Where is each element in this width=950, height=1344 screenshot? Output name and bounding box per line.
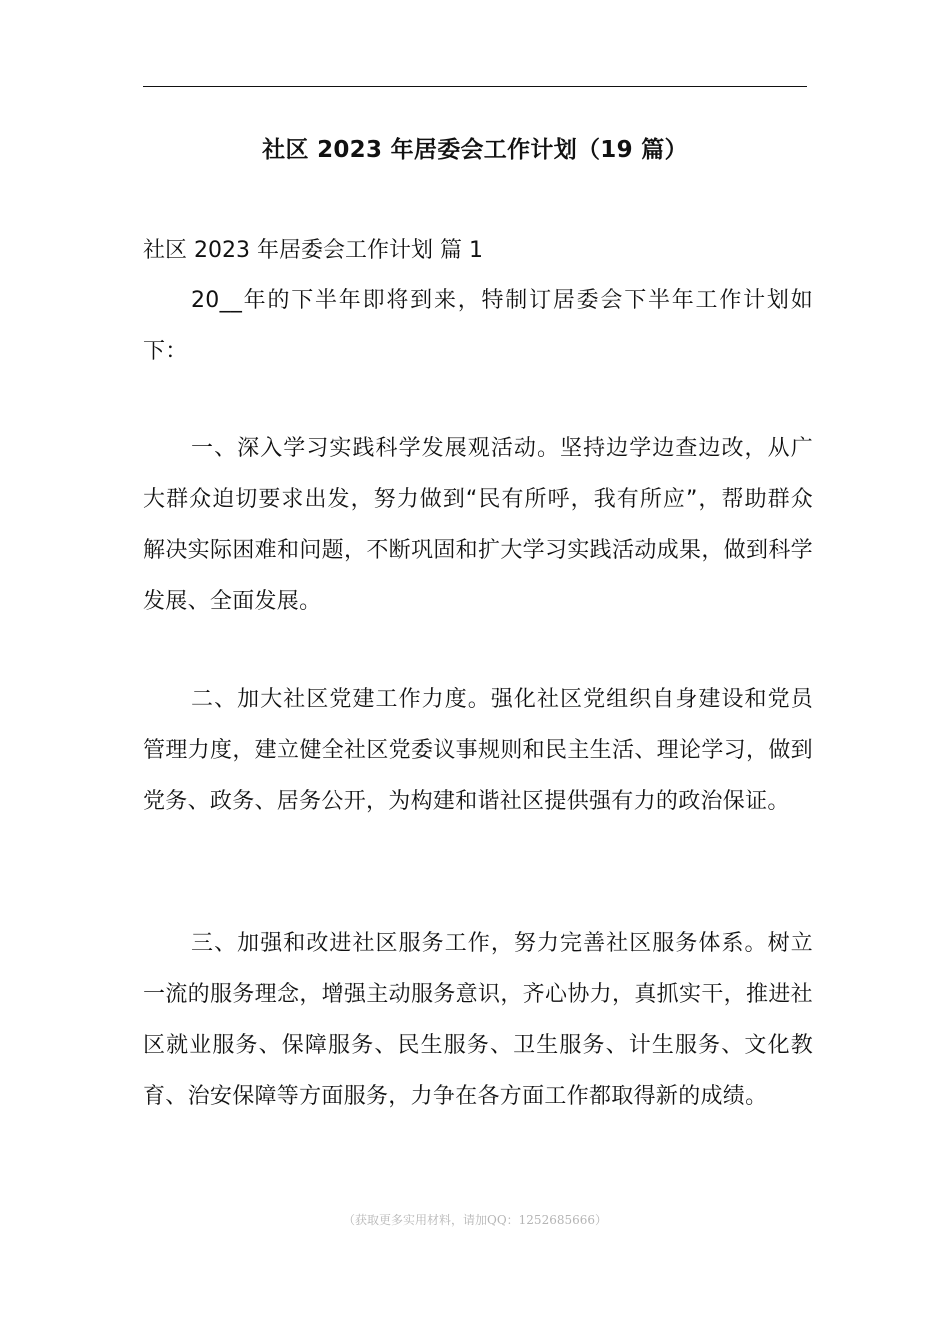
paragraph-item-two: 二、加大社区党建工作力度。强化社区党组织自身建设和党员管理力度，建立健全社区党委议事规则和民主生活、理论学习，做到党务、政务、居务公开，为构建和谐社区提供强有力的政治保证。 bbox=[143, 687, 813, 814]
paragraph-intro: 20__年的下半年即将到来，特制订居委会下半年工作计划如下： bbox=[143, 288, 813, 364]
footer-watermark-note: （获取更多实用材料，请加QQ：1252685666） bbox=[342, 1213, 608, 1227]
paragraph-item-one: 一、深入学习实践科学发展观活动。坚持边学边查边改，从广大群众迫切要求出发，努力做到“民有所呼，我有所应”，帮助群众解决实际困难和问题，不断巩固和扩大学习实践活动成果，做到科学发展、全面发展。 bbox=[143, 436, 813, 614]
paragraph-item-three: 三、加强和改进社区服务工作，努力完善社区服务体系。树立一流的服务理念，增强主动服务意识，齐心协力，真抓实干，推进社区就业服务、保障服务、民生服务、卫生服务、计生服务、文化教育、治安保障等方面服务，力争在各方面工作都取得新的成绩。 bbox=[143, 931, 813, 1109]
document-title: 社区 2023 年居委会工作计划（19 篇） bbox=[262, 137, 688, 163]
header-rule bbox=[143, 86, 807, 87]
section-heading: 社区 2023 年居委会工作计划 篇 1 bbox=[143, 238, 483, 263]
